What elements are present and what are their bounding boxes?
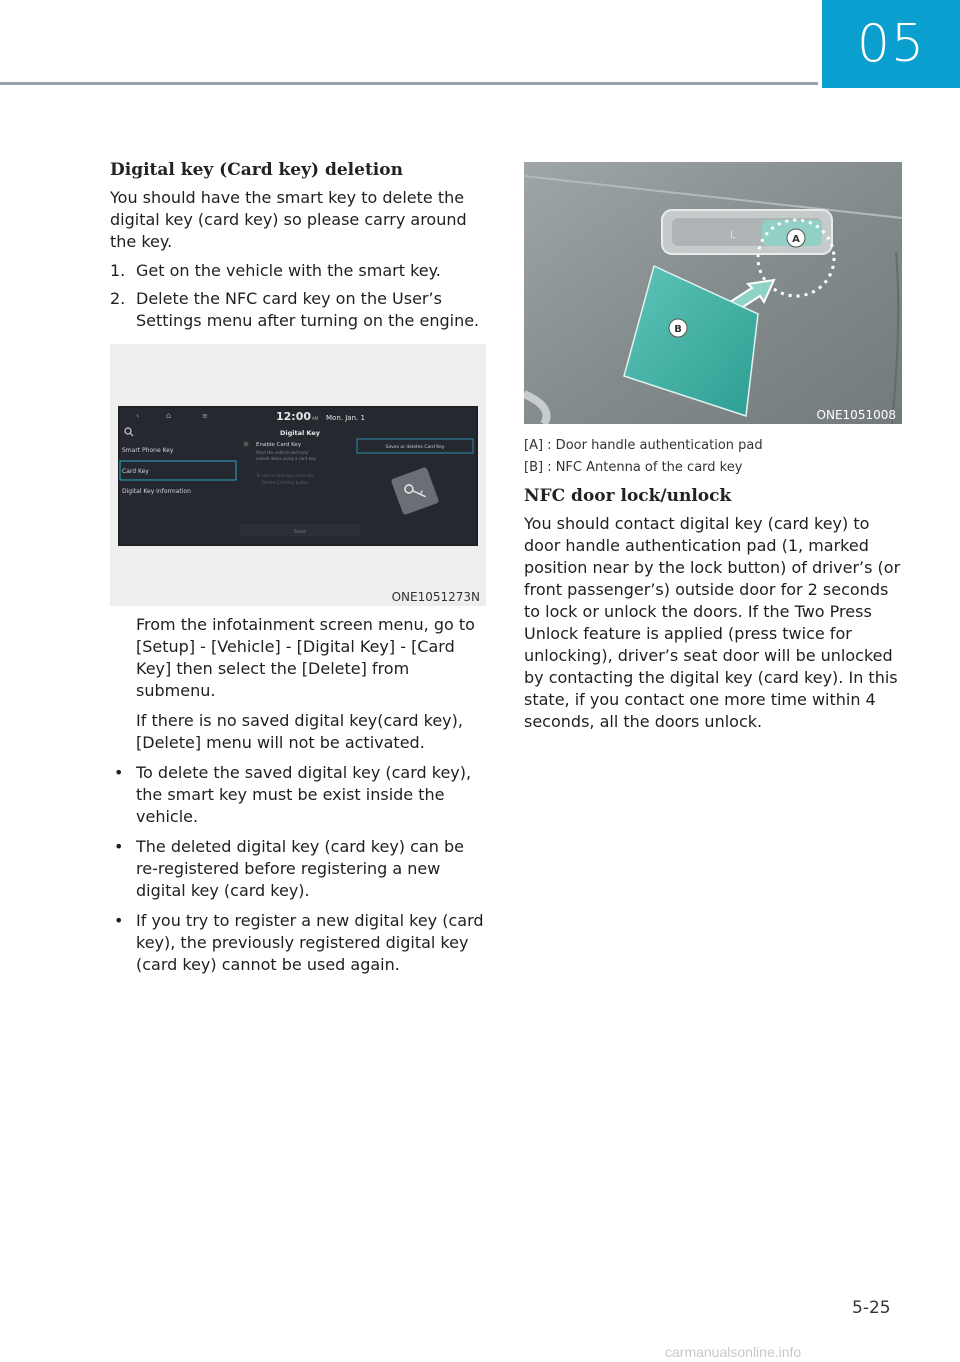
menu-card-key: Card Key (122, 468, 149, 475)
intro-paragraph: You should have the smart key to delete the digital key (card key) so please carry around the key. (110, 188, 467, 251)
faded-text-1: To save a card key, enter the (256, 473, 314, 478)
step-number: 2. (110, 289, 126, 308)
step-text: Get on the vehicle with the smart key. (136, 261, 441, 280)
delete-inactive-note: If there is no saved digital key(card key), [Delete] menu will not be activated. (136, 711, 463, 752)
bullet-dot: • (114, 837, 124, 856)
bullet-text: To delete the saved digital key (card key), the smart key must be exist inside the vehicle. (136, 763, 472, 826)
step-1 (110, 260, 490, 282)
screen-date: Mon. Jan. 1 (326, 414, 365, 422)
bullet-item (110, 762, 490, 828)
enable-desc-1: Start the vehicle and lock/ (256, 450, 309, 455)
faded-text-2: Delete Card Key button (262, 480, 309, 485)
infotainment-instruction: From the infotainment screen menu, go to [Setup] - [Vehicle] - [Digital Key] - [Card Key] then select the [Delete] from submenu. (136, 615, 475, 700)
section-heading-nfc-lock: NFC door lock/unlock (524, 486, 732, 506)
figure-code: ONE1051273N (391, 590, 480, 604)
step-2 (110, 288, 490, 332)
menu-icon: ≡ (202, 412, 208, 420)
bullet-text: The deleted digital key (card key) can be re-registered before registering a new digital key (card key). (136, 837, 464, 900)
header-rule (0, 82, 818, 85)
enable-toggle (244, 442, 249, 447)
chapter-tab: 05 (822, 0, 960, 88)
home-icon: ⌂ (166, 411, 172, 420)
screen-clock: 12:00 (276, 410, 312, 423)
door-handle-figure (524, 162, 902, 424)
infotainment-figure (110, 344, 486, 606)
save-delete-button-label: Saves or deletes Card Key (385, 445, 445, 450)
step-text: Delete the NFC card key on the User’s Settings menu after turning on the engine. (136, 289, 480, 330)
bullet-item (110, 910, 490, 976)
screen-ampm: AM (312, 416, 319, 421)
enable-card-key-label: Enable Card Key (256, 442, 302, 448)
menu-digital-key-information: Digital Key Information (122, 488, 191, 495)
caption-b: [B] : NFC Antenna of the card key (524, 460, 743, 475)
menu-smart-phone-key: Smart Phone Key (122, 447, 174, 454)
door-handle-illustration (524, 162, 902, 424)
watermark: carmanualsonline.info (665, 1344, 802, 1360)
bullet-dot: • (114, 763, 124, 782)
enable-desc-2: unlock doors using a card key. (256, 456, 317, 461)
page-number: 5-25 (852, 1298, 891, 1318)
step-number: 1. (110, 261, 126, 280)
infotainment-screen-illustration (110, 344, 486, 606)
handle-letter: L (730, 230, 736, 241)
caption-a: [A] : Door handle authentication pad (524, 438, 763, 453)
figure-code: ONE1051008 (816, 408, 896, 422)
label-a: A (792, 234, 800, 245)
bullet-dot: • (114, 911, 124, 930)
section-heading-card-key-deletion: Digital key (Card key) deletion (110, 160, 403, 180)
label-b: B (674, 324, 682, 335)
bullet-text: If you try to register a new digital key (card key), the previously registered digital key (card key) cannot be used again. (136, 911, 484, 974)
screen-title: Digital Key (279, 429, 321, 437)
back-icon: ‹ (136, 411, 140, 420)
left-column (110, 160, 490, 984)
bullet-item (110, 836, 490, 902)
bottom-button-label: Save (293, 529, 307, 535)
nfc-lock-paragraph: You should contact digital key (card key) to door handle authentication pad (1, marked position near by the lock button) of driver’s (or front passenger’s) outside door for 2 seconds to lock or unlock the doors. If the Two Press Unlock feature is applied (press twice for unlocking), driver’s seat door will be unlocked by contacting the digital key (card key). In this state, if you contact one more time within 4 seconds, all the doors unlock. (524, 514, 901, 731)
right-column (524, 160, 904, 740)
